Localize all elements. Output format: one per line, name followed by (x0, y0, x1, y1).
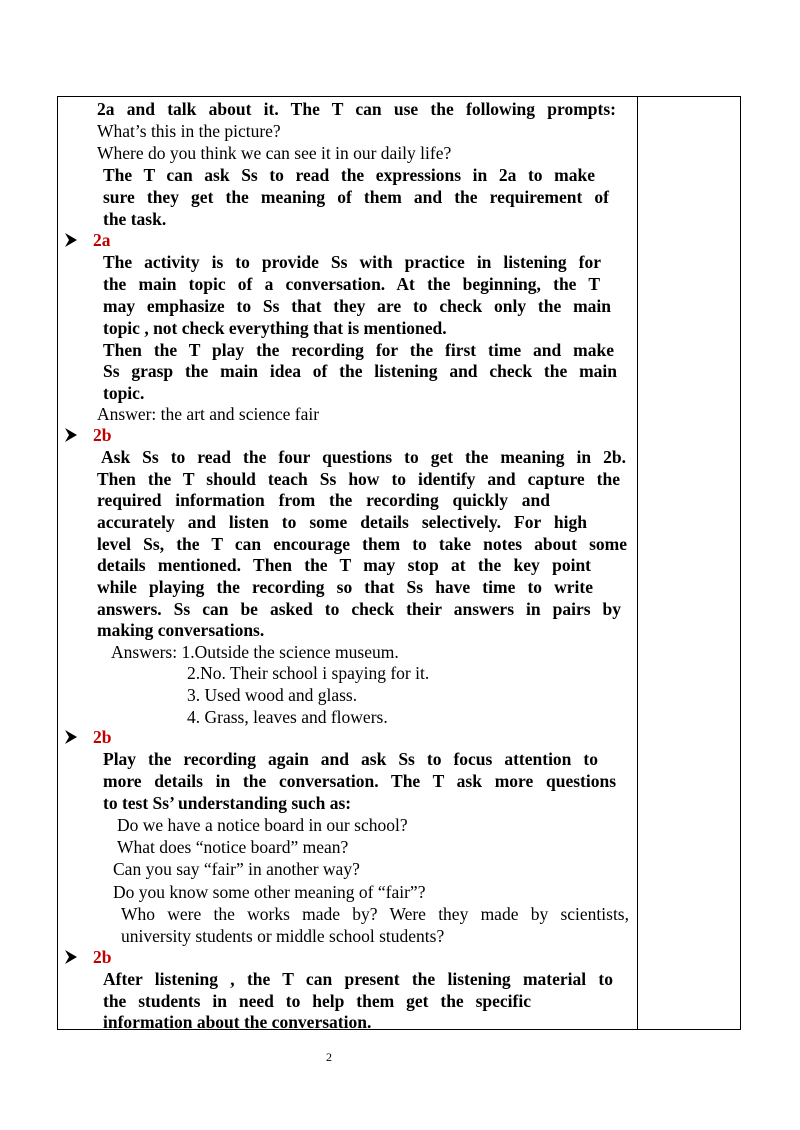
question-line: Do you know some other meaning of “fair”? (113, 882, 426, 902)
section-heading: 2b (93, 425, 112, 445)
body-line: After listening , the T can present the listening material to (103, 969, 613, 989)
body-line: required information from the recording quickly and (97, 490, 550, 510)
body-line: 2a and talk about it. The T can use the following prompts: (97, 99, 616, 119)
body-line: Then the T should teach Ss how to identify and capture the (97, 469, 620, 489)
body-line: sure they get the meaning of them and the requirement of (103, 187, 609, 207)
question-line: Do we have a notice board in our school? (117, 815, 408, 835)
column-divider (637, 97, 638, 1029)
body-line: Ask Ss to read the four questions to get the meaning in 2b. (101, 447, 626, 467)
body-line: Then the T play the recording for the first time and make (103, 340, 614, 360)
body-line: The activity is to provide Ss with practice in listening for (103, 252, 601, 272)
bullet-arrow-icon (64, 949, 78, 965)
question-line: Who were the works made by? Were they made by scientists, (121, 904, 629, 924)
bullet-arrow-icon (64, 729, 78, 745)
bullet-arrow-icon (64, 427, 78, 443)
body-line: Ss grasp the main idea of the listening and check the main (103, 361, 617, 381)
section-heading: 2a (93, 230, 111, 250)
body-line: accurately and listen to some details selectively. For high (97, 512, 587, 532)
body-line: the students in need to help them get the specific (103, 991, 531, 1011)
body-line: the task. (103, 209, 167, 229)
section-heading: 2b (93, 727, 112, 747)
answer-line: 3. Used wood and glass. (187, 685, 358, 705)
answer-line: Answer: the art and science fair (97, 404, 320, 424)
body-line: information about the conversation. (103, 1012, 372, 1032)
body-line: more details in the conversation. The T ask more questions (103, 771, 616, 791)
body-line: to test Ss’ understanding such as: (103, 793, 352, 813)
answer-line: 4. Grass, leaves and flowers. (187, 707, 388, 727)
question-line: university students or middle school students? (121, 926, 445, 946)
answer-line: Answers: 1.Outside the science museum. (111, 642, 399, 662)
body-line: Play the recording again and ask Ss to focus attention to (103, 749, 598, 769)
body-line: topic , not check everything that is mentioned. (103, 318, 447, 338)
body-line: What’s this in the picture? (97, 121, 281, 141)
body-line: may emphasize to Ss that they are to check only the main (103, 296, 611, 316)
body-line: topic. (103, 383, 145, 403)
bullet-arrow-icon (64, 232, 78, 248)
body-line: the main topic of a conversation. At the beginning, the T (103, 274, 600, 294)
body-line: while playing the recording so that Ss have time to write (97, 577, 593, 597)
body-line: details mentioned. Then the T may stop at the key point (97, 555, 591, 575)
body-line: making conversations. (97, 620, 265, 640)
page-number: 2 (326, 1050, 332, 1064)
body-line: answers. Ss can be asked to check their answers in pairs by (97, 599, 621, 619)
question-line: What does “notice board” mean? (117, 837, 349, 857)
body-line: The T can ask Ss to read the expressions in 2a to make (103, 165, 595, 185)
section-heading: 2b (93, 947, 112, 967)
body-line: level Ss, the T can encourage them to take notes about some (97, 534, 627, 554)
answer-line: 2.No. Their school i spaying for it. (187, 663, 430, 683)
question-line: Can you say “fair” in another way? (113, 859, 360, 879)
body-line: Where do you think we can see it in our daily life? (97, 143, 452, 163)
